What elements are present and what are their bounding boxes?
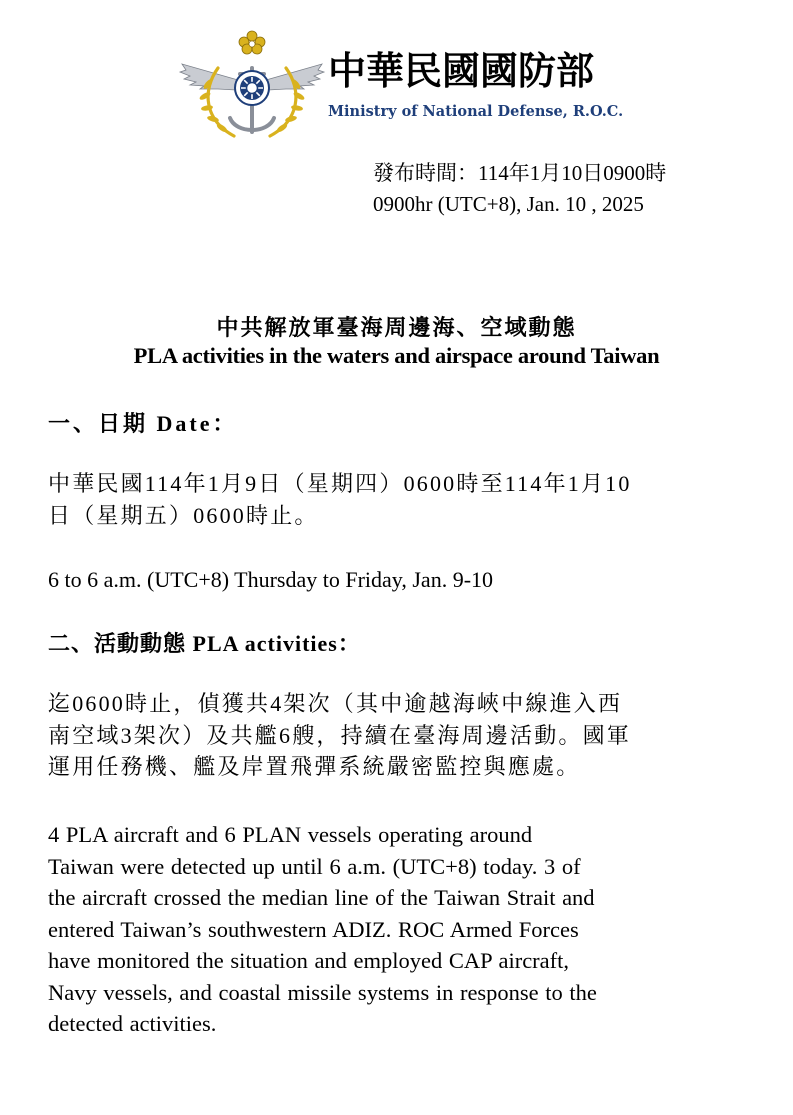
activities-paragraph-zh <box>48 688 756 783</box>
activities-en-line-4: entered Taiwan’s southwestern ADIZ. ROC Armed Forces <box>48 916 579 942</box>
org-name-en: Ministry of National Defense, R.O.C. <box>328 103 624 120</box>
document-title-en: PLA activities in the waters and airspace around Taiwan <box>133 343 660 368</box>
section-heading-activities: 二、活動動態 PLA activities： <box>48 631 361 656</box>
org-name-zh: 中華民國國防部 <box>328 49 595 93</box>
date-paragraph-en: 6 to 6 a.m. (UTC+8) Thursday to Friday, Jan. 9-10 <box>48 567 494 592</box>
activities-en-line-5: have monitored the situation and employed CAP aircraft, <box>48 948 570 973</box>
date-zh-line-2: 日（星期五）0600時止。 <box>48 502 319 528</box>
activities-zh-line-3: 運用任務機、艦及岸置飛彈系統嚴密監控與應處。 <box>48 754 581 779</box>
document-title-zh: 中共解放軍臺海周邊海、空域動態 <box>216 315 577 340</box>
release-time-zh: 發布時間：114年1月10日0900時 <box>373 161 667 185</box>
activities-en-line-6: Navy vessels, and coastal missile systems in response to the <box>48 979 597 1005</box>
date-zh-line-1: 中華民國114年1月9日（星期四）0600時至114年1月10 <box>48 471 632 496</box>
release-time-en: 0900hr (UTC+8), Jan. 10 , 2025 <box>373 192 644 216</box>
activities-zh-line-1: 迄0600時止，偵獲共4架次（其中逾越海峽中線進入西 <box>48 691 623 716</box>
activities-en-line-2: Taiwan were detected up until 6 a.m. (UTC+8) today. 3 of <box>48 853 581 879</box>
ministry-emblem-icon <box>178 28 326 146</box>
activities-en-line-1: 4 PLA aircraft and 6 PLAN vessels operating around <box>48 822 533 847</box>
activities-en-line-7: detected activities. <box>48 1011 217 1036</box>
release-time <box>373 158 666 220</box>
activities-zh-line-2: 南空域3架次）及共艦6艘，持續在臺海周邊活動。國軍 <box>48 722 632 748</box>
activities-en-line-3: the aircraft crossed the median line of the Taiwan Strait and <box>48 885 595 910</box>
section-heading-date: 一、日期 Date： <box>48 411 238 436</box>
activities-paragraph-en <box>48 819 754 1040</box>
date-paragraph-zh <box>48 468 748 531</box>
